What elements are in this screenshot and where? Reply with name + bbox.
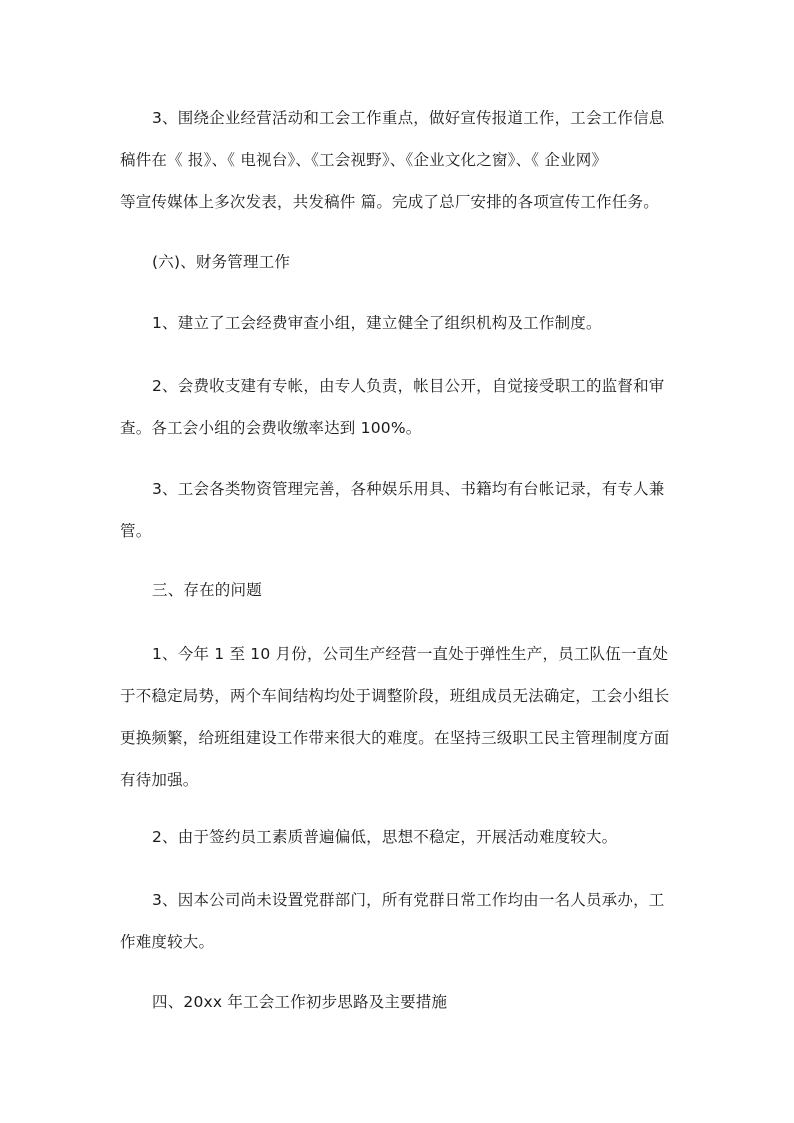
heading-text: 三、存在的问题 bbox=[152, 581, 262, 599]
paragraph-problem-1 bbox=[120, 633, 680, 801]
section-heading-finance bbox=[120, 241, 680, 283]
text-line: 有待加强。 bbox=[120, 771, 199, 789]
paragraph-problem-3 bbox=[120, 879, 680, 963]
text-line: 等宣传媒体上多次发表，共发稿件 篇。完成了总厂安排的各项宣传工作任务。 bbox=[120, 193, 659, 211]
text-line: 2、由于签约员工素质普遍偏低，思想不稳定，开展活动难度较大。 bbox=[152, 828, 618, 846]
paragraph-publicity bbox=[120, 97, 680, 223]
paragraph-finance-3 bbox=[120, 468, 680, 552]
text-line: 作难度较大。 bbox=[120, 933, 215, 951]
paragraph-finance-1 bbox=[120, 302, 680, 344]
text-line: 2、会费收支建有专帐，由专人负责，帐目公开，自觉接受职工的监督和审 bbox=[152, 377, 665, 395]
paragraph-problem-2 bbox=[120, 816, 680, 858]
section-heading-plan bbox=[120, 981, 680, 1023]
text-line: 稿件在《 报》、《 电视台》、《工会视野》、《企业文化之窗》、《 企业网》 bbox=[120, 151, 608, 169]
heading-text: (六)、财务管理工作 bbox=[152, 253, 291, 271]
heading-text: 四、20xx 年工会工作初步思路及主要措施 bbox=[152, 993, 448, 1011]
text-line: 1、今年 1 至 10 月份，公司生产经营一直处于弹性生产，员工队伍一直处 bbox=[152, 645, 669, 663]
text-line: 于不稳定局势，两个车间结构均处于调整阶段，班组成员无法确定，工会小组长 bbox=[120, 687, 670, 705]
text-line: 更换频繁，给班组建设工作带来很大的难度。在坚持三级职工民主管理制度方面 bbox=[120, 729, 670, 747]
text-line: 3、工会各类物资管理完善，各种娱乐用具、书籍均有台帐记录，有专人兼 bbox=[152, 480, 665, 498]
paragraph-finance-2 bbox=[120, 365, 680, 449]
text-line: 管。 bbox=[120, 522, 152, 540]
text-line: 1、建立了工会经费审查小组，建立健全了组织机构及工作制度。 bbox=[152, 314, 602, 332]
text-line: 3、围绕企业经营活动和工会工作重点，做好宣传报道工作，工会工作信息 bbox=[152, 109, 665, 127]
section-heading-problems bbox=[120, 569, 680, 611]
text-line: 3、因本公司尚未设置党群部门，所有党群日常工作均由一名人员承办，工 bbox=[152, 891, 665, 909]
text-line: 查。各工会小组的会费收缴率达到 100%。 bbox=[120, 419, 422, 437]
